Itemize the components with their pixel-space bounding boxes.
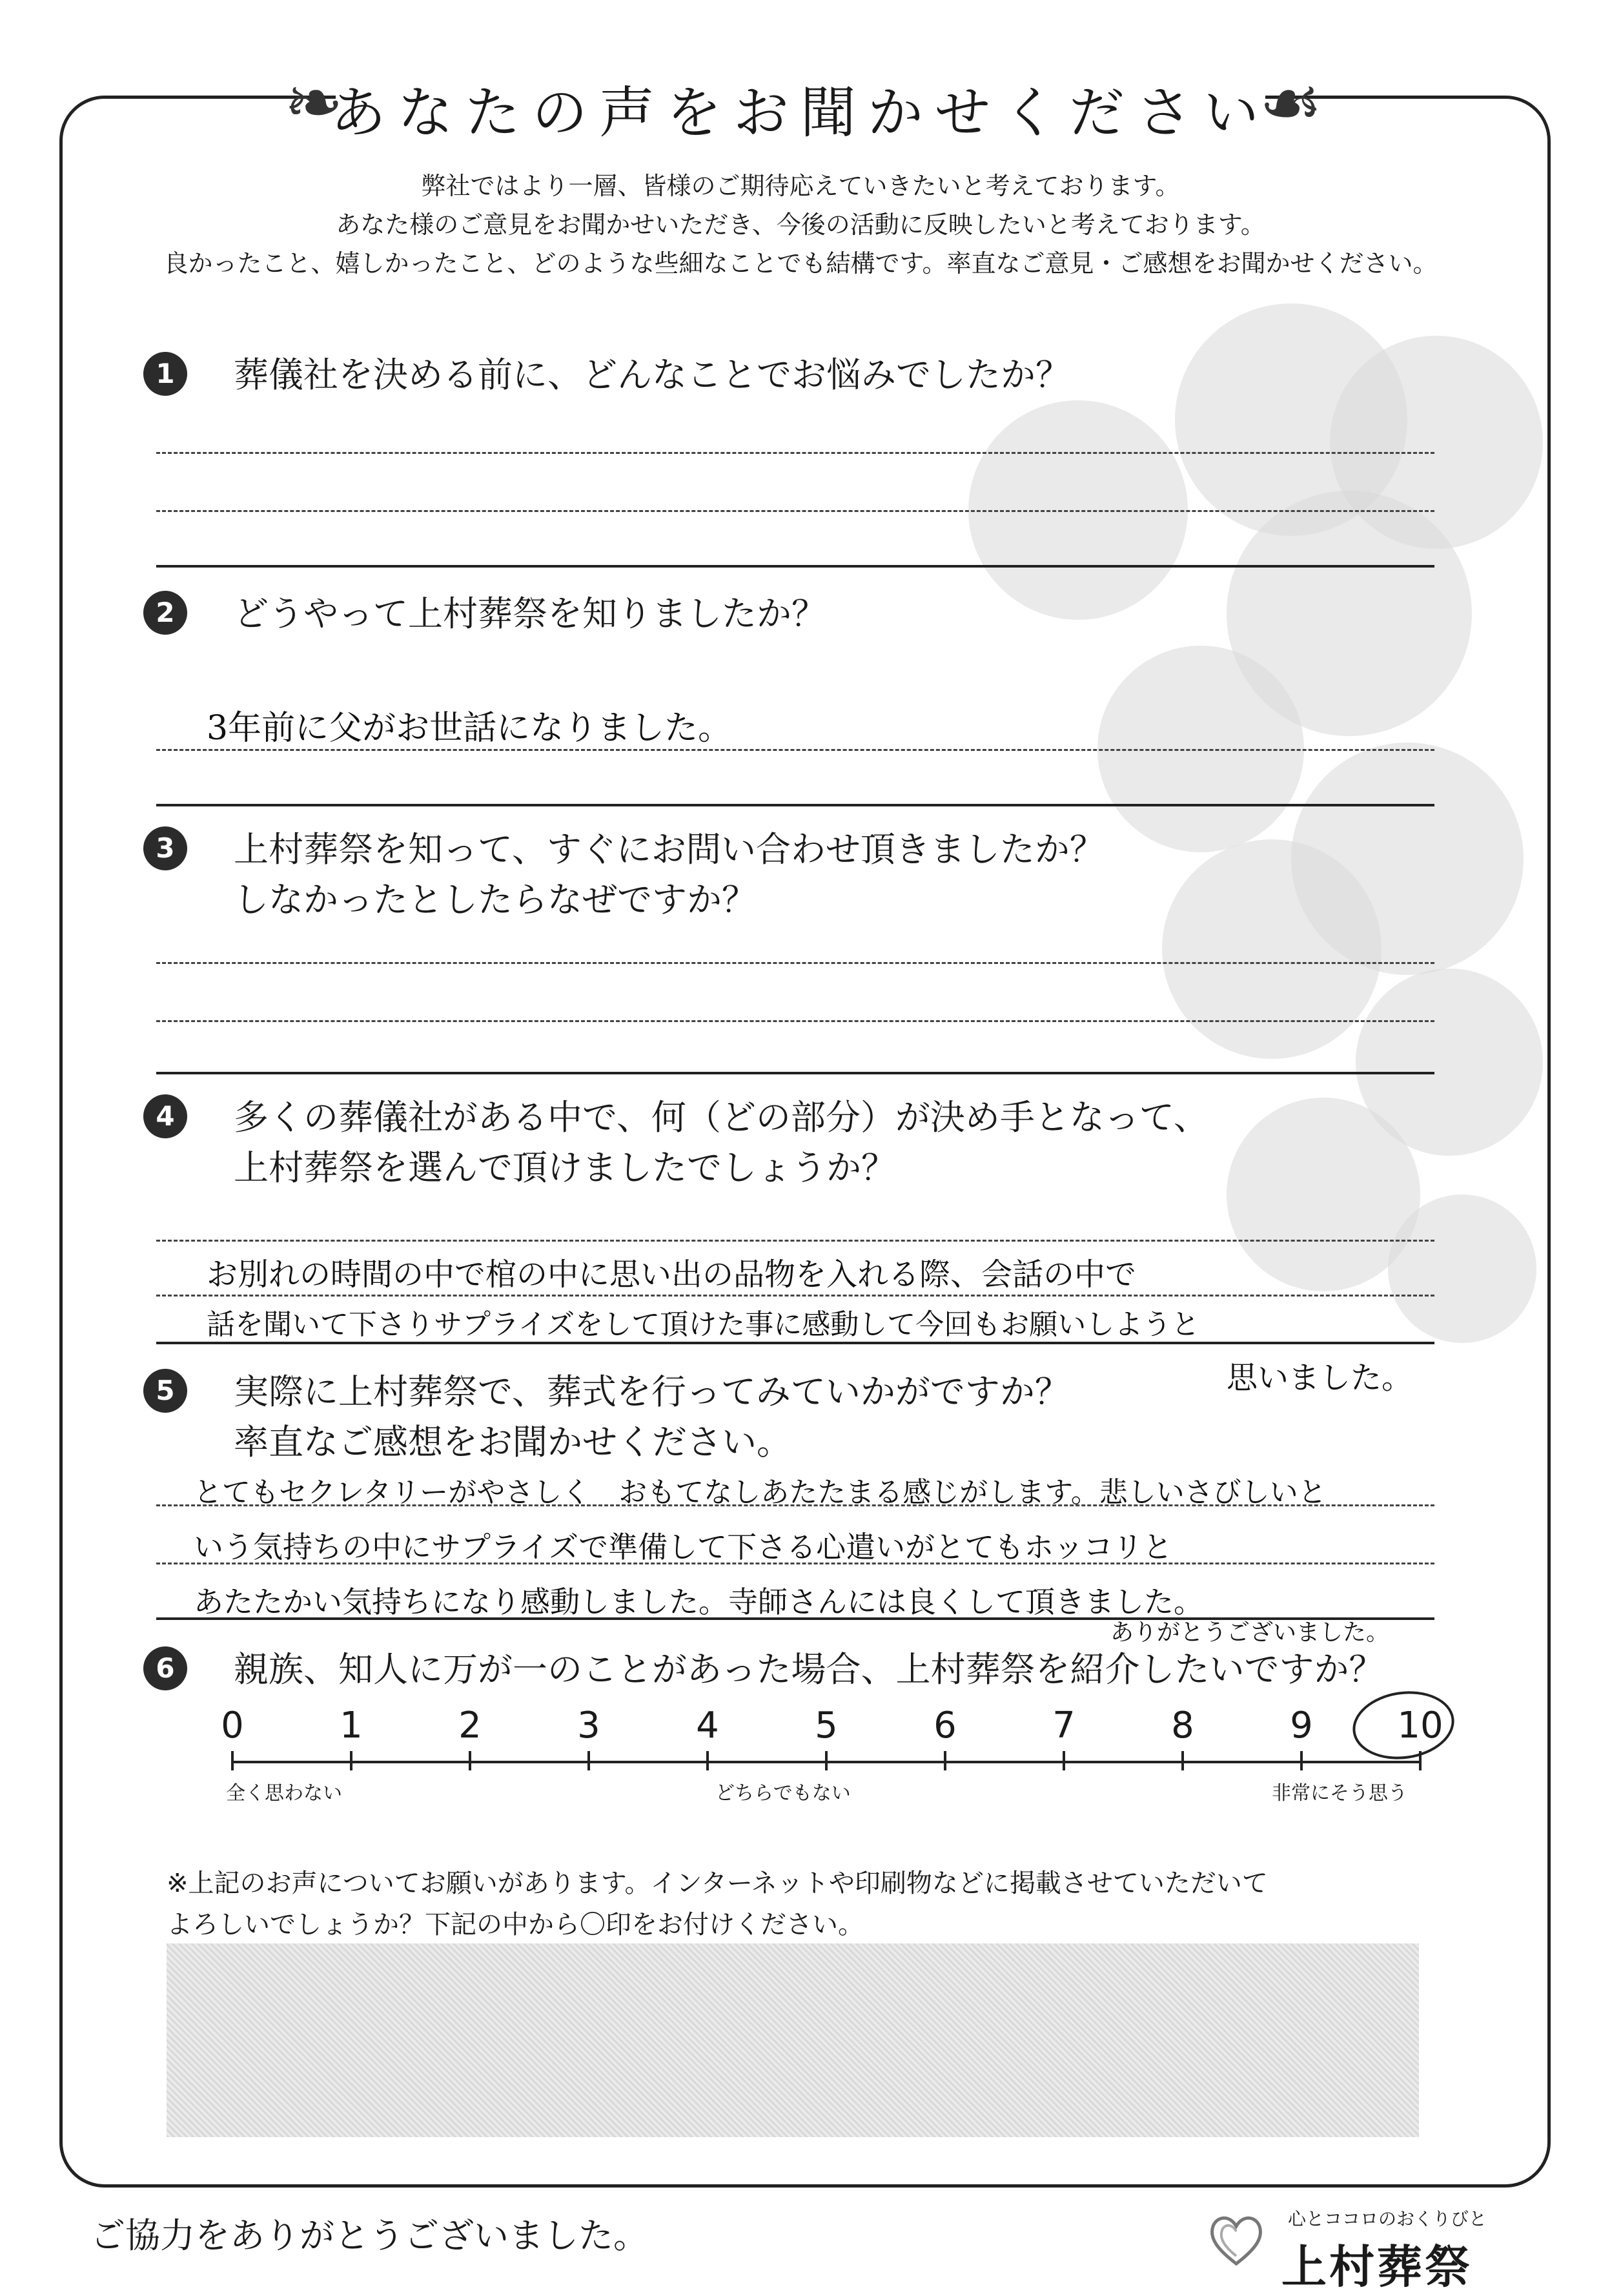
question-number: 1 [143,352,187,396]
scale-tick [469,1751,471,1770]
answer-line [156,962,1434,964]
answer-line [156,1504,1434,1506]
handwritten-answer: いう気持ちの中にサプライズで準備して下さる心遣いがとてもホッコリと [194,1530,1173,1564]
handwritten-answer: とてもセクレタリーがやさしく おもてなしあたたまる感じがします。悲しいさびしいと [194,1476,1327,1509]
scale-tick [1063,1751,1065,1770]
question-number: 2 [143,591,187,635]
company-logo: 上村葬祭 [1281,2240,1473,2293]
scale-left-label: 全く思わない [226,1782,342,1805]
answer-line [156,452,1434,454]
scale-number-8[interactable]: 8 [1171,1705,1194,1747]
scale-tick [944,1751,946,1770]
question-number: 6 [143,1646,187,1690]
scale-right-label: 非常にそう思う [1272,1782,1407,1805]
answer-line [156,1563,1434,1564]
section-divider [156,1342,1434,1344]
question-text: しなかったとしたらなぜですか？ [234,879,757,920]
handwritten-answer: あたたかい気持ちになり感動しました。寺師さんには良くして頂きました。 [194,1584,1203,1619]
scale-number-6[interactable]: 6 [933,1705,957,1747]
scale-number-2[interactable]: 2 [458,1705,482,1747]
section-divider [156,1072,1434,1074]
answer-line [156,749,1434,751]
answer-line [156,1020,1434,1022]
thanks-message: ご協力をありがとうございました。 [90,2215,648,2256]
question-number: 5 [143,1369,187,1413]
scale-number-5[interactable]: 5 [815,1705,838,1747]
left-flourish-icon: ❧ [284,61,344,144]
right-flourish-icon: ☙ [1259,61,1323,144]
permission-note: ※上記のお声についてお願いがあります。インターネットや印刷物などに掲載させていただいて よろしいでしょうか？下記の中から〇印をお付けください。 [167,1869,1268,1940]
question-text: 上村葬祭を選んで頂けましたでしょうか？ [234,1147,896,1188]
scale-tick [825,1751,828,1770]
scale-tick [350,1751,352,1770]
scale-tick [706,1751,709,1770]
question-text: 葬儀社を決める前に、どんなことでお悩みでしたか？ [234,354,1070,395]
scale-tick [587,1751,590,1770]
scale-number-4[interactable]: 4 [696,1705,719,1747]
handwritten-answer: 話を聞いて下さりサプライズをして頂けた事に感動して今回もお願いしようと [207,1308,1200,1341]
scale-number-0[interactable]: 0 [221,1705,244,1747]
question-text: 上村葬祭を知って、すぐにお問い合わせ頂きましたか？ [234,829,1105,870]
scale-number-10[interactable]: 10 [1397,1705,1443,1747]
question-text: 率直なご感想をお聞かせください。 [234,1422,791,1462]
answer-line [156,1295,1434,1297]
question-text: 親族、知人に万が一のことがあった場合、上村葬祭を紹介したいですか？ [234,1649,1384,1690]
scale-number-3[interactable]: 3 [577,1705,600,1747]
section-divider [156,804,1434,806]
scale-number-1[interactable]: 1 [340,1705,363,1747]
question-text: 実際に上村葬祭で、葬式を行ってみていかがですか？ [234,1371,1070,1412]
answer-line [156,1240,1434,1242]
answer-line [156,510,1434,512]
scale-tick [1181,1751,1184,1770]
scale-number-7[interactable]: 7 [1052,1705,1076,1747]
scale-middle-label: どちらでもない [715,1782,851,1805]
question-number: 3 [143,826,187,870]
question-text: 多くの葬儀社がある中で、何（どの部分）が決め手となって、 [234,1097,1208,1138]
intro-text: 弊社ではより一層、皆様のご期待応えていきたいと考えております。 あなた様のご意見をお聞かせいただき、今後の活動に反映したいと考えております。 良かったこと、嬉しかったこと、どのような些細なことでも結構です。率直なご意見・ご感想をお聞かせください。 [163,172,1438,278]
scale-number-9[interactable]: 9 [1290,1705,1313,1747]
heart-logo-icon [1204,2207,1269,2271]
handwritten-answer: 3年前に父がお世話になりました。 [207,709,732,748]
handwritten-answer: お別れの時間の中で棺の中に思い出の品物を入れる際、会話の中で [207,1256,1137,1293]
scale-tick [1300,1751,1303,1770]
handwritten-answer: 思いました。 [1227,1360,1413,1396]
logo-tagline: 心とココロのおくりびと [1288,2208,1487,2229]
redacted-area [167,1943,1419,2137]
page-title: あなたの声をお聞かせください [331,81,1270,145]
section-divider [156,565,1434,568]
question-number: 4 [143,1094,187,1138]
question-text: どうやって上村葬祭を知りましたか？ [234,593,826,634]
scale-tick [231,1751,234,1770]
handwritten-answer: ありがとうございました。 [1110,1619,1390,1646]
